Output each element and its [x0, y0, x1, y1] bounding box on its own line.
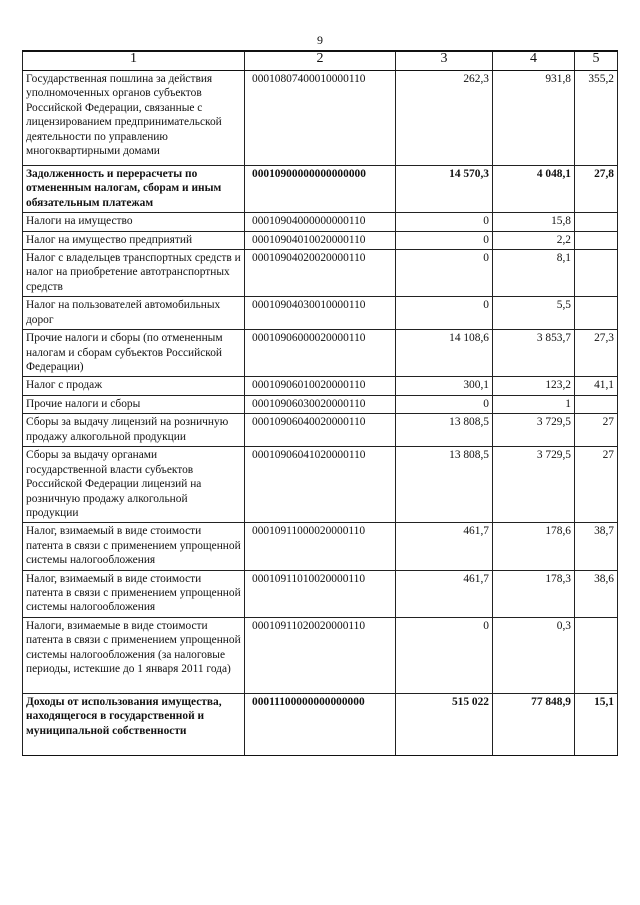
row-value-4: 3 853,7 [493, 330, 575, 377]
row-code: 00010906010020000110 [245, 377, 396, 395]
row-code: 00010911010020000110 [245, 570, 396, 617]
row-code: 00010906040020000110 [245, 414, 396, 447]
row-code: 00010911000020000110 [245, 523, 396, 570]
row-name: Налог на имущество предприятий [23, 231, 245, 249]
row-value-4: 3 729,5 [493, 414, 575, 447]
table-row [23, 523, 618, 570]
table-row [23, 330, 618, 377]
row-value-4: 931,8 [493, 71, 575, 166]
table-row [23, 617, 618, 693]
row-value-3: 0 [396, 250, 493, 297]
row-name: Задолженность и перерасчеты по отмененным налогам, сборам и иным обязательным платежам [23, 166, 245, 213]
row-name: Государственная пошлина за действия уполномоченных органов субъектов Российской Федерации, связанные с лицензированием предпринимательской деятельности по управлению многоквартирными домами [23, 71, 245, 166]
table-row [23, 166, 618, 213]
row-value-5 [575, 213, 618, 231]
row-value-5 [575, 250, 618, 297]
page-number: 9 [317, 33, 323, 47]
table-body [23, 71, 618, 756]
row-value-5: 38,6 [575, 570, 618, 617]
row-name: Налог, взимаемый в виде стоимости патента в связи с применением упрощенной системы налогообложения [23, 523, 245, 570]
header-col-5: 5 [575, 51, 618, 71]
row-value-3: 515 022 [396, 693, 493, 755]
row-value-5: 38,7 [575, 523, 618, 570]
table-row [23, 570, 618, 617]
row-value-4: 8,1 [493, 250, 575, 297]
table-row [23, 377, 618, 395]
table-row [23, 414, 618, 447]
row-value-3: 300,1 [396, 377, 493, 395]
row-value-5: 27,3 [575, 330, 618, 377]
table-row [23, 250, 618, 297]
row-value-4: 1 [493, 395, 575, 413]
row-value-3: 0 [396, 231, 493, 249]
table-row [23, 693, 618, 755]
row-value-5: 15,1 [575, 693, 618, 755]
row-value-5: 27 [575, 447, 618, 523]
row-value-3: 461,7 [396, 570, 493, 617]
row-name: Налоги на имущество [23, 213, 245, 231]
row-value-4: 123,2 [493, 377, 575, 395]
row-code: 00010807400010000110 [245, 71, 396, 166]
row-value-4: 2,2 [493, 231, 575, 249]
row-value-4: 77 848,9 [493, 693, 575, 755]
row-value-3: 0 [396, 617, 493, 693]
row-code: 00010904010020000110 [245, 231, 396, 249]
row-value-4: 5,5 [493, 297, 575, 330]
row-value-5 [575, 297, 618, 330]
row-value-5 [575, 231, 618, 249]
table-row [23, 231, 618, 249]
row-value-5: 355,2 [575, 71, 618, 166]
row-name: Налог, взимаемый в виде стоимости патента в связи с применением упрощенной системы налогообложения [23, 570, 245, 617]
row-value-4: 4 048,1 [493, 166, 575, 213]
row-value-4: 3 729,5 [493, 447, 575, 523]
row-value-3: 14 108,6 [396, 330, 493, 377]
row-value-4: 178,3 [493, 570, 575, 617]
header-col-2: 2 [245, 51, 396, 71]
budget-table [22, 50, 618, 756]
row-value-3: 14 570,3 [396, 166, 493, 213]
table-row [23, 447, 618, 523]
row-value-4: 15,8 [493, 213, 575, 231]
row-name: Сборы за выдачу органами государственной власти субъектов Российской Федерации лицензий на розничную продажу алкогольной продукции [23, 447, 245, 523]
row-code: 00011100000000000000 [245, 693, 396, 755]
table-row [23, 213, 618, 231]
row-name: Налог с продаж [23, 377, 245, 395]
row-code: 00010906000020000110 [245, 330, 396, 377]
row-value-5: 27 [575, 414, 618, 447]
row-code: 00010900000000000000 [245, 166, 396, 213]
row-value-3: 13 808,5 [396, 447, 493, 523]
header-col-1: 1 [23, 51, 245, 71]
row-value-5 [575, 395, 618, 413]
row-value-3: 0 [396, 395, 493, 413]
row-code: 00010911020020000110 [245, 617, 396, 693]
row-value-4: 0,3 [493, 617, 575, 693]
row-name: Прочие налоги и сборы (по отмененным налогам и сборам субъектов Российской Федерации) [23, 330, 245, 377]
table-row [23, 297, 618, 330]
row-name: Сборы за выдачу лицензий на розничную продажу алкогольной продукции [23, 414, 245, 447]
row-name: Доходы от использования имущества, находящегося в государственной и муниципальной собственности [23, 693, 245, 755]
table-row [23, 395, 618, 413]
row-code: 00010906030020000110 [245, 395, 396, 413]
row-value-4: 178,6 [493, 523, 575, 570]
row-value-5 [575, 617, 618, 693]
row-value-3: 0 [396, 297, 493, 330]
row-value-3: 461,7 [396, 523, 493, 570]
row-value-3: 262,3 [396, 71, 493, 166]
row-name: Прочие налоги и сборы [23, 395, 245, 413]
row-name: Налоги, взимаемые в виде стоимости патента в связи с применением упрощенной системы налогообложения (за налоговые периоды, истекшие до 1 января 2011 года) [23, 617, 245, 693]
row-name: Налог на пользователей автомобильных дорог [23, 297, 245, 330]
header-col-3: 3 [396, 51, 493, 71]
row-name: Налог с владельцев транспортных средств и налог на приобретение автотранспортных средств [23, 250, 245, 297]
row-value-5: 27,8 [575, 166, 618, 213]
header-row [23, 51, 618, 71]
row-code: 00010904020020000110 [245, 250, 396, 297]
row-code: 00010906041020000110 [245, 447, 396, 523]
row-code: 00010904030010000110 [245, 297, 396, 330]
row-value-5: 41,1 [575, 377, 618, 395]
table-row [23, 71, 618, 166]
row-code: 00010904000000000110 [245, 213, 396, 231]
header-col-4: 4 [493, 51, 575, 71]
row-value-3: 0 [396, 213, 493, 231]
row-value-3: 13 808,5 [396, 414, 493, 447]
